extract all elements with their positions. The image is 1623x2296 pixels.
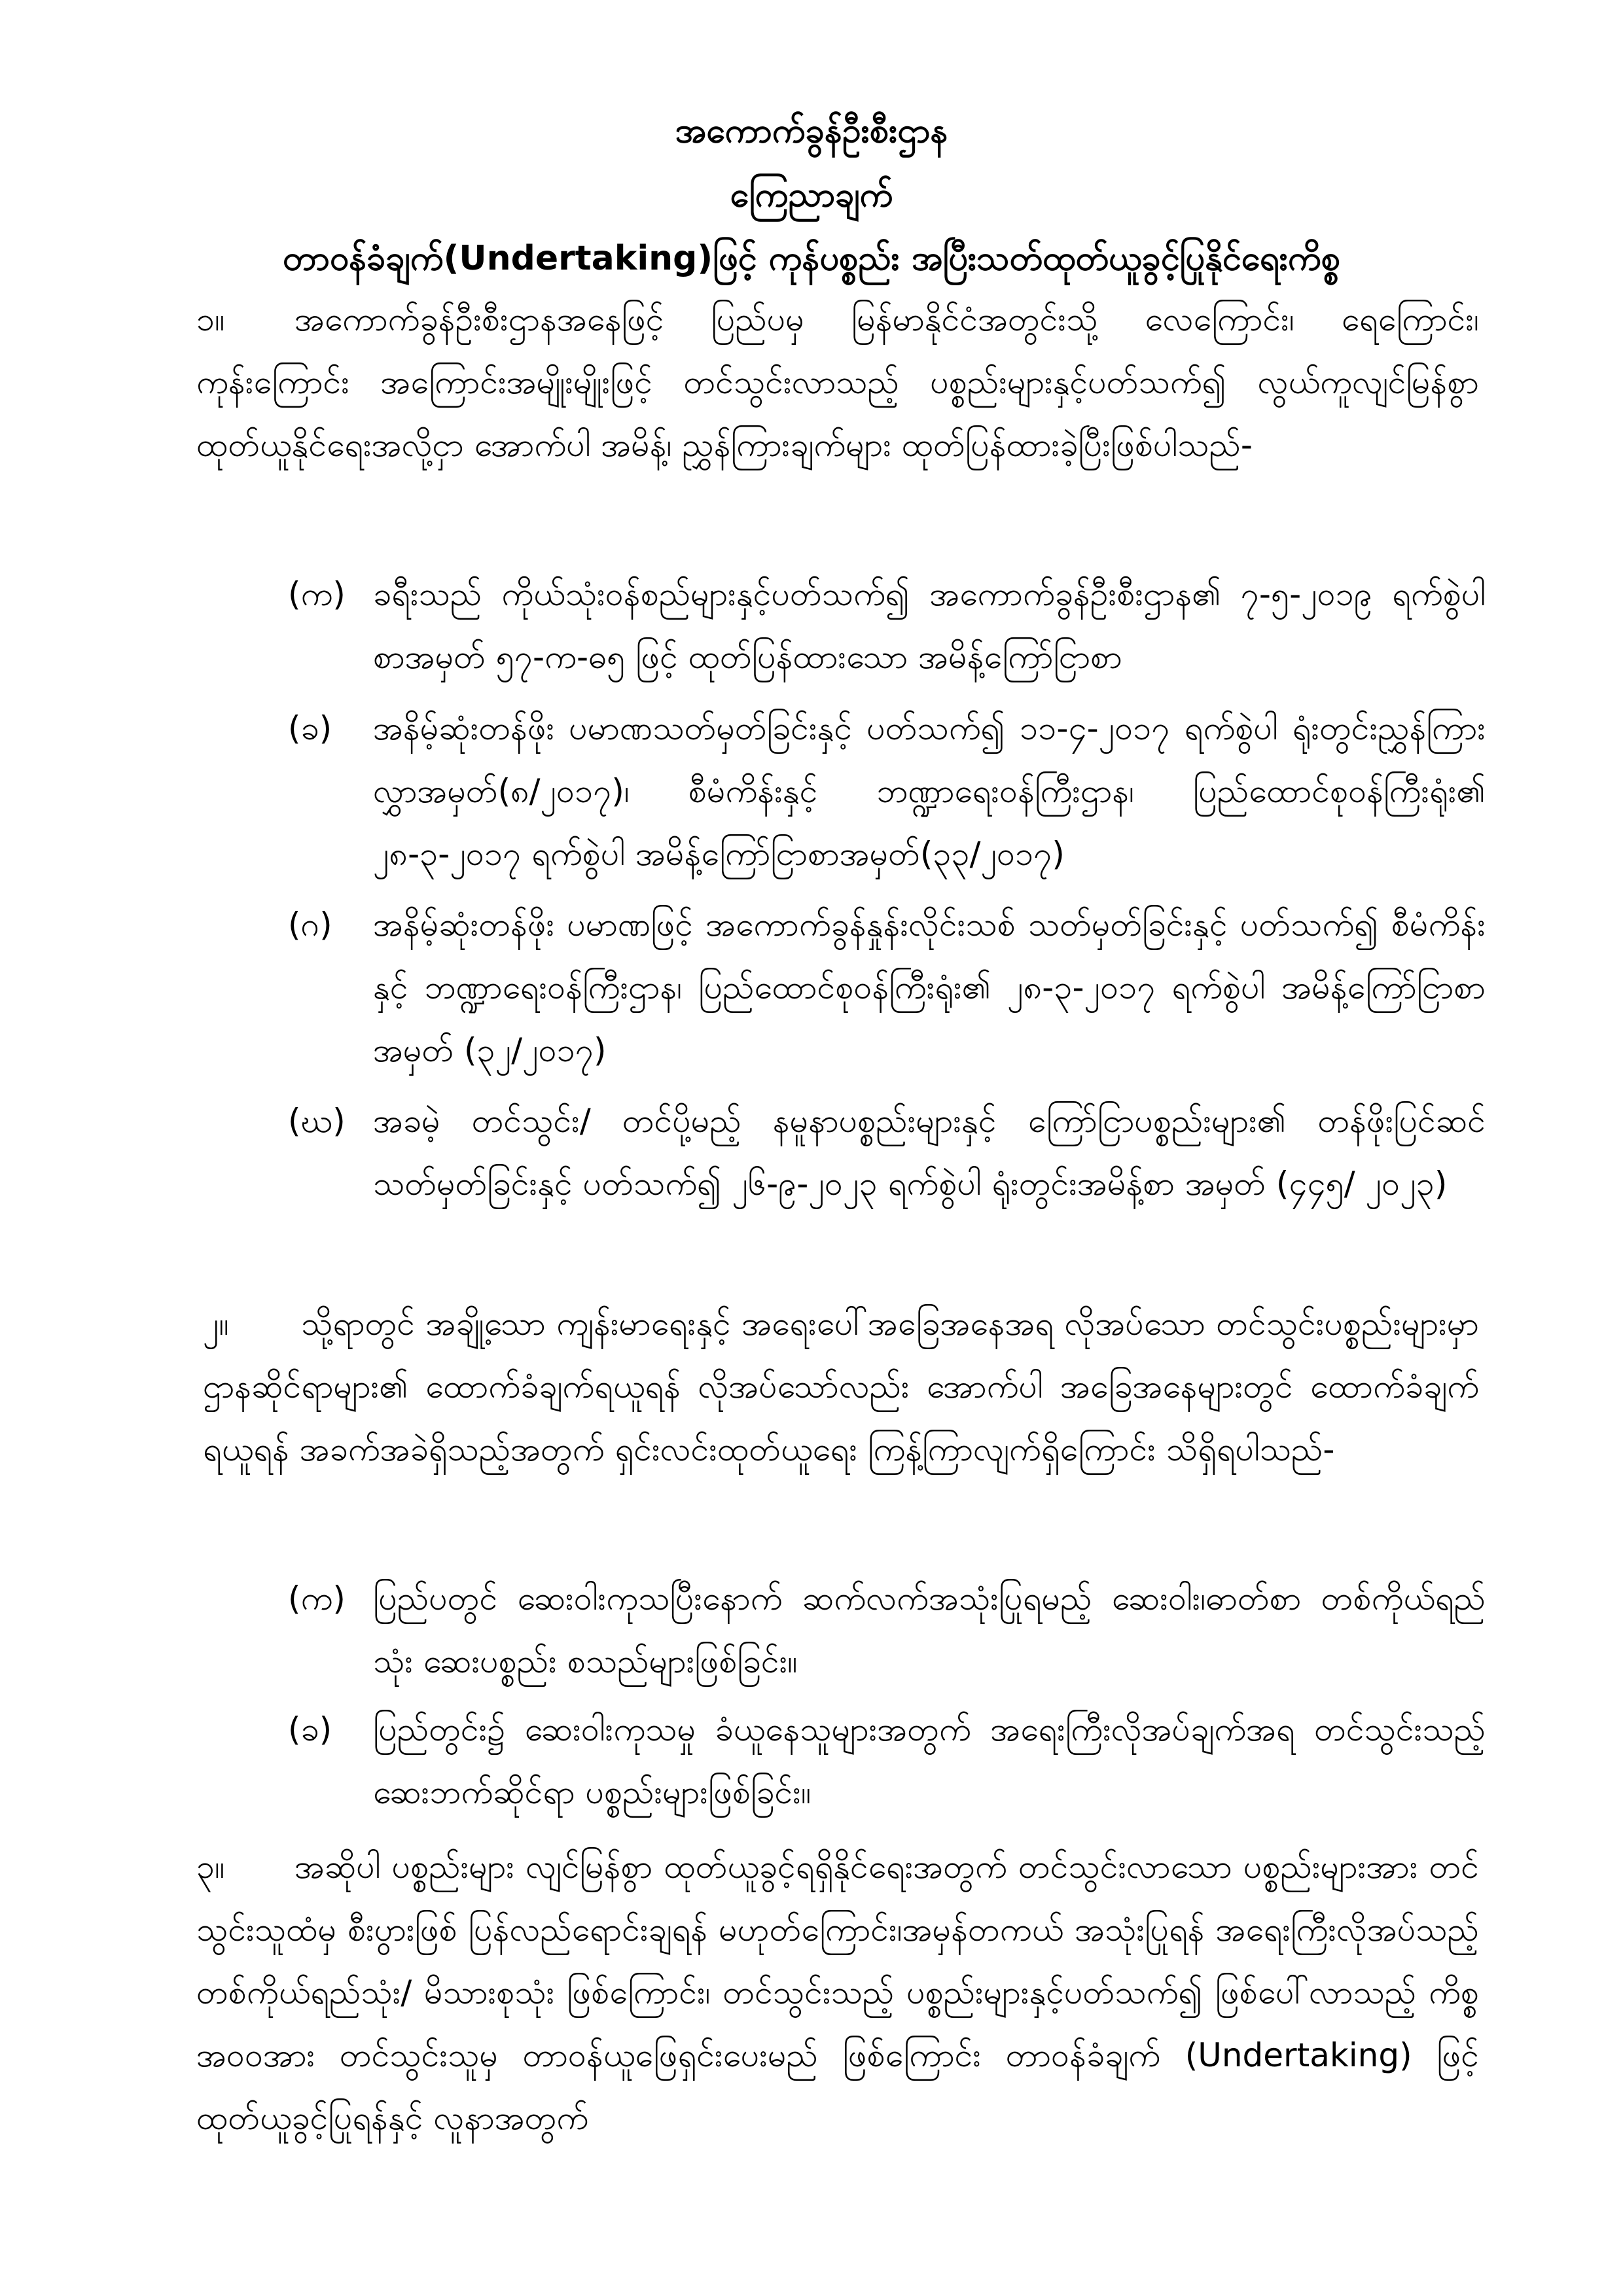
section-text: သို့ရာတွင် အချို့သော ကျန်းမာရေးနှင့် အရေးပေါ်အခြေအနေအရ လိုအပ်သော တင်သွင်းပစ္စည်းများမှာ ဌာနဆိုင်ရာများ၏ ထောက်ခံချက်ရယူရန် လိုအပ်သော်လည်း အောက်ပါ အခြေအနေများတွင် ထောက်ခံချက်ရယူရန် အခက်အခဲရှိသည့်အတွက် ရှင်းလင်းထုတ်ယူရေး ကြန့်ကြာလျက်ရှိကြောင်း သိရှိရပါသည်- — [203, 1305, 1479, 1468]
list-item — [288, 563, 1486, 694]
section-number: ၃။ — [196, 1848, 225, 1886]
list-item-label: (ခ) — [288, 709, 332, 747]
list-item-label: (ဂ) — [288, 906, 332, 944]
section-3-paragraph — [196, 1835, 1479, 2163]
department-title: အကောက်ခွန်ဦးစီးဌာန — [675, 111, 948, 150]
list-item-text: အနိမ့်ဆုံးတန်ဖိုး ပမာဏသတ်မှတ်ခြင်းနှင့် ပတ်သက်၍ ၁၁-၄-၂၀၁၇ ရက်စွဲပါ ရုံးတွင်းညွှန်ကြားလွှာအမှတ်(၈/၂၀၁၇)၊ စီမံကိန်းနှင့် ဘဏ္ဍာရေးဝန်ကြီးဌာန၊ ပြည်ထောင်စုဝန်ကြီးရုံး၏ ၂၈-၃-၂၀၁၇ ရက်စွဲပါ အမိန့်ကြော်ငြာစာအမှတ်(၃၃/၂၀၁၇) — [373, 709, 1486, 873]
list-item — [288, 1698, 1486, 1829]
list-item-text: ပြည်ပတွင် ဆေးဝါးကုသပြီးနောက် ဆက်လက်အသုံးပြုရမည့် ဆေးဝါး၊ဓာတ်စာ တစ်ကိုယ်ရည်သုံး ဆေးပစ္စည်း စသည်များဖြစ်ခြင်း။ — [373, 1580, 1486, 1680]
list-item-text: ပြည်တွင်း၌ ဆေးဝါးကုသမှု ခံယူနေသူများအတွက် အရေးကြီးလိုအပ်ချက်အရ တင်သွင်းသည့် ဆေးဘက်ဆိုင်ရာ ပစ္စည်းများဖြစ်ခြင်း။ — [373, 1710, 1486, 1811]
list-item-label: (က) — [288, 1580, 346, 1617]
section-text: အဆိုပါ ပစ္စည်းများ လျင်မြန်စွာ ထုတ်ယူခွင့်ရရှိနိုင်ရေးအတွက် တင်သွင်းလာသော ပစ္စည်းများအား တင်သွင်းသူထံမှ စီးပွားဖြစ် ပြန်လည်ရောင်းချရန် မဟုတ်ကြောင်း၊အမှန်တကယ် အသုံးပြုရန် အရေးကြီးလိုအပ်သည့် တစ်ကိုယ်ရည်သုံး/ မိသားစုသုံး ဖြစ်ကြောင်း၊ တင်သွင်းသည့် ပစ္စည်းများနှင့်ပတ်သက်၍ ဖြစ်ပေါ်လာသည့် ကိစ္စအဝဝအား တင်သွင်းသူမှ တာဝန်ယူဖြေရှင်းပေးမည် ဖြစ်ကြောင်း တာဝန်ခံချက် (Undertaking) ဖြင့် ထုတ်ယူခွင့်ပြုရန်နှင့် လူနာအတွက် — [196, 1848, 1479, 2137]
list-item-text: အခမဲ့ တင်သွင်း/ တင်ပို့မည့် နမူနာပစ္စည်းများနှင့် ကြော်ငြာပစ္စည်းများ၏ တန်ဖိုးပြင်ဆင်သတ်မှတ်ခြင်းနှင့် ပတ်သက်၍ ၂၆-၉-၂၀၂၃ ရက်စွဲပါ ရုံးတွင်းအမိန့်စာ အမှတ် (၄၄၅/ ၂၀၂၃) — [373, 1102, 1486, 1203]
list-item — [288, 893, 1486, 1089]
section-text: အကောက်ခွန်ဦးစီးဌာနအနေဖြင့် ပြည်ပမှ မြန်မာနိုင်ငံအတွင်းသို့ လေကြောင်း၊ ရေကြောင်း၊ ကုန်းကြောင်း အကြောင်းအမျိုးမျိုးဖြင့် တင်သွင်းလာသည့် ပစ္စည်းများနှင့်ပတ်သက်၍ လွယ်ကူလျင်မြန်စွာ ထုတ်ယူနိုင်ရေးအလို့ငှာ အောက်ပါ အမိန့်၊ ညွှန်ကြားချက်များ ထုတ်ပြန်ထားခဲ့ပြီးဖြစ်ပါသည်- — [196, 300, 1479, 464]
list-item-text: ခရီးသည် ကိုယ်သုံးဝန်စည်များနှင့်ပတ်သက်၍ အကောက်ခွန်ဦးစီးဌာန၏ ၇-၅-၂၀၁၉ ရက်စွဲပါ စာအမှတ် ၅၇-က-ဓ၅ ဖြင့် ထုတ်ပြန်ထားသော အမိန့်ကြော်ငြာစာ — [373, 575, 1486, 676]
list-item-label: (က) — [288, 575, 346, 613]
announcement-title: ကြေညာချက် — [730, 175, 893, 215]
section-1-paragraph — [196, 288, 1479, 550]
list-item — [288, 1567, 1486, 1698]
section-number: ၂။ — [203, 1305, 229, 1343]
list-item — [288, 697, 1486, 893]
section-2-paragraph — [203, 1292, 1479, 1554]
list-item-label: (ဃ) — [288, 1102, 346, 1140]
subject-title: တာဝန်ခံချက်(Undertaking)ဖြင့် ကုန်ပစ္စည်း အပြီးသတ်ထုတ်ယူခွင့်ပြုနိုင်ရေးကိစ္စ — [282, 239, 1341, 278]
list-item-label: (ခ) — [288, 1710, 332, 1748]
list-item-text: အနိမ့်ဆုံးတန်ဖိုး ပမာဏဖြင့် အကောက်ခွန်နှုန်းလိုင်းသစ် သတ်မှတ်ခြင်းနှင့် ပတ်သက်၍ စီမံကိန်းနှင့် ဘဏ္ဍာရေးဝန်ကြီးဌာန၊ ပြည်ထောင်စုဝန်ကြီးရုံး၏ ၂၈-၃-၂၀၁၇ ရက်စွဲပါ အမိန့်ကြော်ငြာစာအမှတ် (၃၂/၂၀၁၇) — [373, 906, 1486, 1069]
list-item — [288, 1089, 1486, 1286]
section-number: ၁။ — [196, 300, 225, 338]
